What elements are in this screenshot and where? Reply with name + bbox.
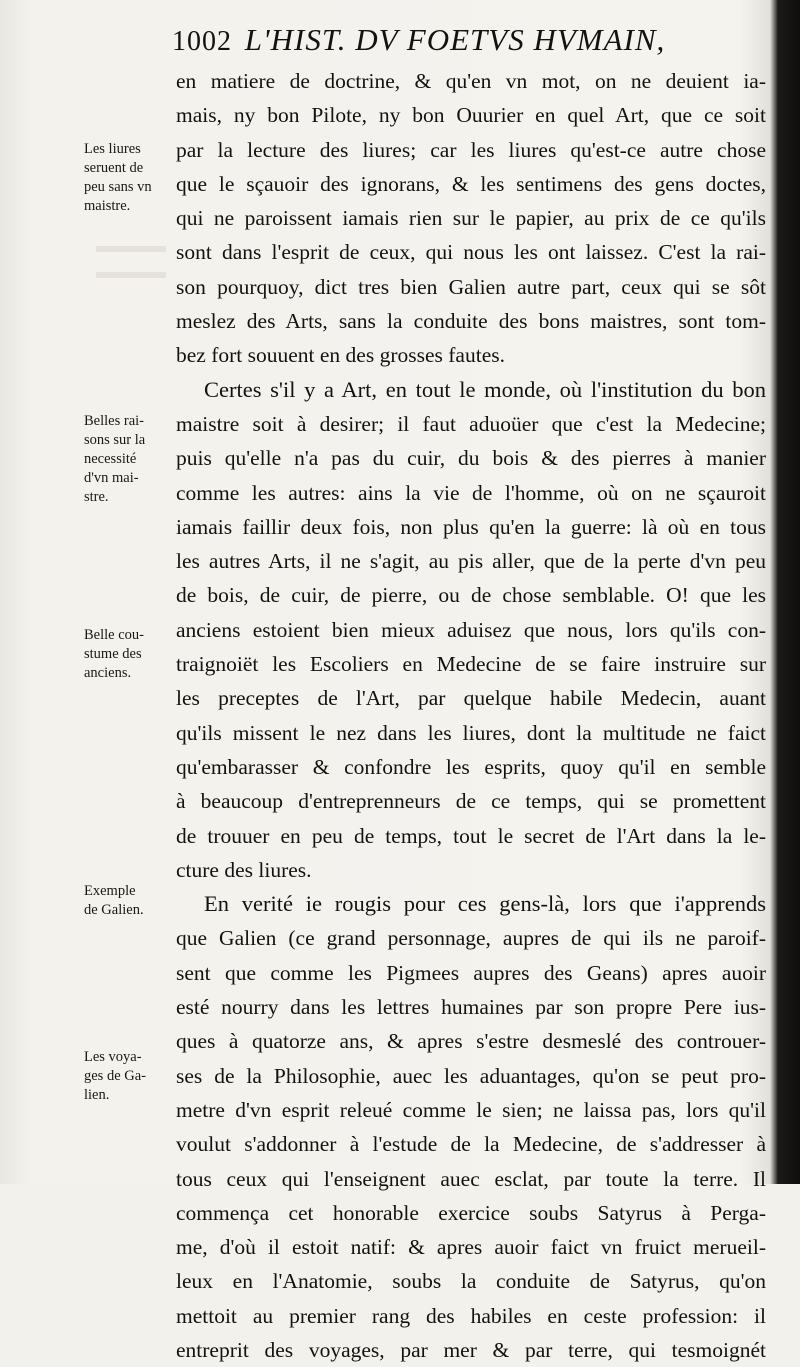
- margin-note-line: Exemple: [84, 883, 136, 899]
- margin-note-line: Belles rai-: [84, 413, 144, 429]
- text-line: iamais faillir deux fois, non plus qu'en la guerre: là où en tous: [176, 514, 766, 539]
- running-title: L'HIST. DV FOETVS HVMAIN,: [244, 22, 666, 57]
- text-line: qui ne paroissent iamais rien sur le papier, au prix de ce qu'ils: [176, 206, 766, 231]
- text-line: à beaucoup d'entreprenneurs de ce temps, qui se promettent: [176, 789, 766, 814]
- margin-note-line: maistre.: [84, 198, 131, 214]
- show-through-smudge: [96, 246, 166, 252]
- margin-note-line: lien.: [84, 1087, 110, 1103]
- paragraph-start-line: En verité ie rougis pour ces gens-là, lors que i'apprends: [204, 891, 766, 917]
- text-line: maistre soit à desirer; il faut aduoüer que c'est la Medecine;: [176, 411, 766, 436]
- text-line: entreprit des voyages, par mer & par terre, qui tesmoignét: [176, 1337, 766, 1362]
- text-line: mais, ny bon Pilote, ny bon Ouurier en quel Art, que ce soit: [176, 103, 766, 128]
- text-line: puis qu'elle n'a pas du cuir, du bois & des pierres à manier: [176, 446, 766, 471]
- margin-note-line: de Galien.: [84, 902, 144, 918]
- text-line: sent que comme les Pigmees aupres des Geans) apres auoir: [176, 960, 766, 985]
- text-line: les autres Arts, il ne s'agit, au pis aller, que de la perte d'vn peu: [176, 549, 766, 574]
- text-line: de bois, de cuir, de pierre, ou de chose semblable. O! que les: [176, 583, 766, 608]
- text-line: voulut s'addonner à l'estude de la Medecine, de s'addresser à: [176, 1132, 766, 1157]
- text-line: commença cet honorable exercice soubs Satyrus à Perga-: [176, 1200, 766, 1225]
- margin-note-coustume: [84, 626, 176, 683]
- margin-note-line: seruent de: [84, 160, 144, 176]
- running-head: [172, 22, 772, 58]
- margin-note-line: stre.: [84, 489, 109, 505]
- margin-note-line: necessité: [84, 451, 137, 467]
- paragraph-start-line: Certes s'il y a Art, en tout le monde, où l'institution du bon: [204, 376, 766, 402]
- main-text-block: [176, 64, 766, 1367]
- margin-note-line: anciens.: [84, 665, 132, 681]
- text-line: par la lecture des liures; car les liures qu'est-ce autre chose: [176, 137, 766, 162]
- margin-note-line: Les liures: [84, 141, 141, 157]
- text-line: leux en l'Anatomie, soubs la conduite de Satyrus, qu'on: [176, 1269, 766, 1294]
- text-line: qu'embarasser & confondre les esprits, quoy qu'il en semble: [176, 754, 766, 779]
- margin-note-line: sons sur la: [84, 432, 146, 448]
- margin-note-voyages: [84, 1048, 176, 1105]
- margin-note-exemple: [84, 882, 176, 920]
- margin-note-line: Belle cou-: [84, 627, 144, 643]
- text-line: cture des liures.: [176, 857, 312, 882]
- text-line: anciens estoient bien mieux aduisez que nous, lors qu'ils con-: [176, 617, 766, 642]
- text-line: les preceptes de l'Art, par quelque habile Medecin, auant: [176, 686, 766, 711]
- text-line: traignoiët les Escoliers en Medecine de se faire instruire sur: [176, 652, 766, 677]
- text-line: esté nourry dans les lettres humaines par son propre Pere ius-: [176, 995, 766, 1020]
- text-line: tous ceux qui l'enseignent auec esclat, par toute la terre. Il: [176, 1166, 766, 1191]
- margin-note-livres: [84, 140, 176, 216]
- text-line: comme les autres: ains la vie de l'homme, où on ne sçauroit: [176, 480, 766, 505]
- show-through-smudge: [96, 272, 166, 278]
- text-line: en matiere de doctrine, & qu'en vn mot, on ne deuient ia-: [176, 69, 766, 93]
- text-line: de trouuer en peu de temps, tout le secret de l'Art dans la le-: [176, 823, 766, 848]
- margin-note-line: Les voya-: [84, 1049, 142, 1065]
- text-line: que le sçauoir des ignorans, & les sentimens des gens doctes,: [176, 171, 766, 196]
- text-line: bez fort souuent en des grosses fautes.: [176, 343, 505, 368]
- text-line: que Galien (ce grand personnage, aupres de qui ils ne paroif-: [176, 926, 766, 951]
- text-line: sont dans l'esprit de ceux, qui nous les ont laissez. C'est la rai-: [176, 240, 766, 265]
- margin-note-line: peu sans vn: [84, 179, 152, 195]
- text-line: ses de la Philosophie, auec les aduantages, qu'on se peut pro-: [176, 1063, 766, 1088]
- text-line: me, d'où il estoit natif: & apres auoir faict vn fruict merueil-: [176, 1235, 766, 1260]
- page-number: 1002: [172, 26, 232, 57]
- text-line: metre d'vn esprit releué comme le sien; ne laissa pas, lors qu'il: [176, 1097, 766, 1122]
- margin-note-line: stume des: [84, 646, 142, 662]
- text-line: qu'ils missent le nez dans les liures, dont la multitude ne faict: [176, 720, 766, 745]
- text-line: meslez des Arts, sans la conduite des bons maistres, sont tom-: [176, 309, 766, 334]
- margin-note-raisons: [84, 412, 176, 507]
- margin-note-line: ges de Ga-: [84, 1068, 147, 1084]
- text-line: mettoit au premier rang des habiles en ceste profession: il: [176, 1303, 766, 1328]
- margin-note-line: d'vn mai-: [84, 470, 139, 486]
- text-line: ques à quatorze ans, & apres s'estre desmeslé des controuer-: [176, 1029, 766, 1054]
- text-line: son pourquoy, dict tres bien Galien autre part, ceux qui se sôt: [176, 274, 766, 299]
